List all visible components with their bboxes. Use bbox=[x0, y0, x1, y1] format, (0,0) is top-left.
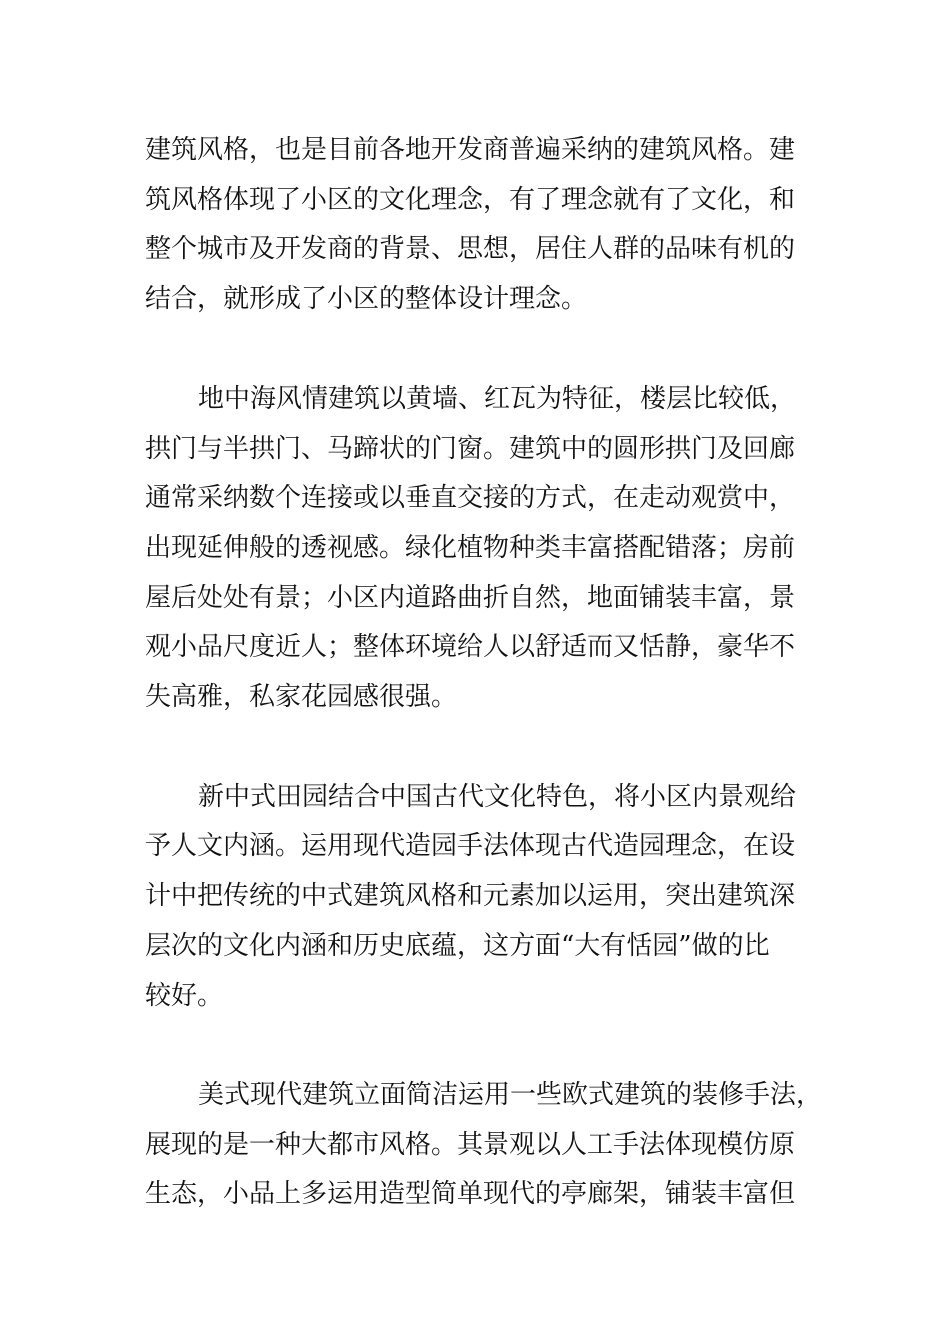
text-line: 展现的是一种大都市风格。其景观以人工手法体现模仿原 bbox=[145, 1130, 796, 1160]
text-line: 建筑风格，也是目前各地开发商普遍采纳的建筑风格。建 bbox=[145, 135, 796, 165]
text-line: 美式现代建筑立面简洁运用一些欧式建筑的装修手法， bbox=[198, 1080, 823, 1110]
text-line: 予人文内涵。运用现代造园手法体现古代造园理念，在设 bbox=[145, 831, 796, 861]
text-line: 新中式田园结合中国古代文化特色，将小区内景观给 bbox=[198, 782, 797, 812]
text-line: 拱门与半拱门、马蹄状的门窗。建筑中的圆形拱门及回廊 bbox=[145, 434, 796, 464]
text-line: 计中把传统的中式建筑风格和元素加以运用，突出建筑深 bbox=[145, 881, 796, 911]
text-line: 地中海风情建筑以黄墙、红瓦为特征，楼层比较低， bbox=[198, 384, 797, 414]
text-line: 通常采纳数个连接或以垂直交接的方式，在走动观赏中， bbox=[145, 483, 796, 513]
text-line: 失高雅，私家花园感很强。 bbox=[145, 682, 458, 712]
text-line: 屋后处处有景；小区内道路曲折自然，地面铺装丰富，景 bbox=[145, 583, 796, 613]
text-line: 出现延伸般的透视感。绿化植物种类丰富搭配错落；房前 bbox=[145, 533, 796, 563]
text-line: 层次的文化内涵和历史底蕴，这方面“大有恬园”做的比 bbox=[145, 931, 770, 961]
text-line: 筑风格体现了小区的文化理念，有了理念就有了文化，和 bbox=[145, 185, 796, 215]
text-line: 生态，小品上多运用造型简单现代的亭廊架，铺装丰富但 bbox=[145, 1179, 796, 1209]
text-line: 结合，就形成了小区的整体设计理念。 bbox=[145, 284, 588, 314]
text-line: 整个城市及开发商的背景、思想，居住人群的品味有机的 bbox=[145, 234, 796, 264]
text-line: 较好。 bbox=[145, 981, 224, 1011]
text-line: 观小品尺度近人；整体环境给人以舒适而又恬静，豪华不 bbox=[145, 632, 796, 662]
